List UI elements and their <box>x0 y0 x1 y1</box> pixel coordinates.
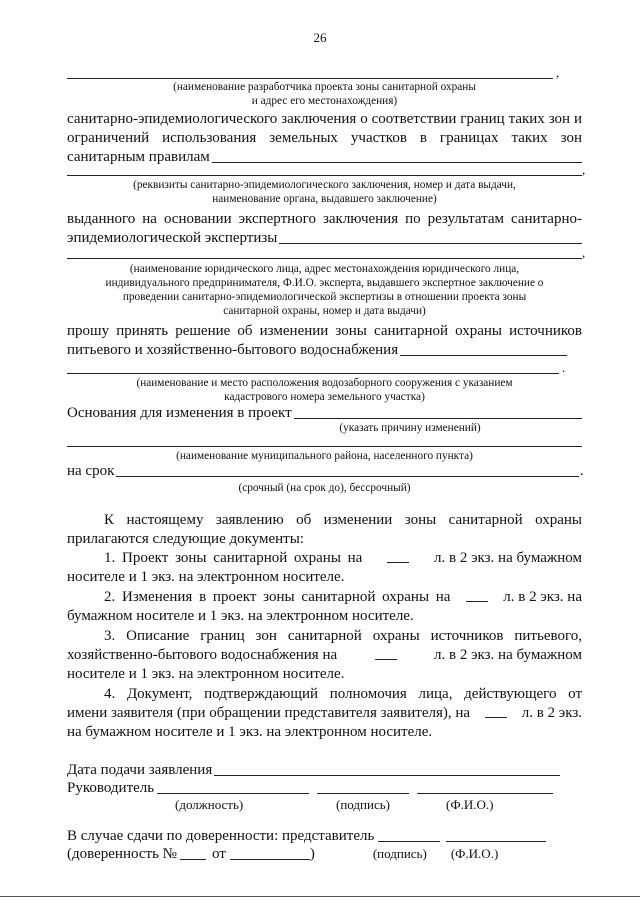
developer-field-line[interactable] <box>67 78 553 79</box>
intake-field-line[interactable] <box>67 373 559 374</box>
doc1-copies: л. в 2 экз. на бумажном <box>434 550 582 566</box>
doc2-label: 2. Изменения в проект зоны санитарной охраны на <box>104 589 451 605</box>
doc4-line-1: 4. Документ, подтверждающий полномочия лица, действующего от <box>104 686 582 702</box>
caption-intake-2: кадастрового номера земельного участка) <box>224 391 425 403</box>
doc4-copies: л. в 2 экз. <box>521 705 582 721</box>
term-field[interactable] <box>116 463 579 477</box>
water-supply-label: питьевого и хозяйственно-бытового водоснабжения <box>67 342 399 358</box>
expertise-label: эпидемиологической экспертизы <box>67 230 278 246</box>
proxy-close-paren: ) <box>309 846 315 862</box>
doc3-line-3: носителе и 1 экз. на электронном носителе. <box>67 666 345 682</box>
caption-reason: (указать причину изменений) <box>339 422 481 434</box>
request-line-2 <box>67 341 567 359</box>
proxy-fio-field[interactable] <box>446 828 546 842</box>
proxy-number-label: (доверенность № <box>67 846 177 862</box>
caption-legal-1: (наименование юридического лица, адрес местонахождения юридического лица, <box>129 263 520 275</box>
caption-developer-1: (наименование разработчика проекта зоны санитарной охраны <box>173 81 476 93</box>
date-label: Дата подачи заявления <box>67 762 213 778</box>
head-line <box>67 779 560 797</box>
proxy-from-label: от <box>211 846 226 862</box>
proxy-signature-field[interactable] <box>378 828 440 842</box>
proxy-signature-caption: (подпись) <box>372 846 427 861</box>
grounds-label: Основания для изменения в проект <box>67 405 292 421</box>
caption-fio: (Ф.И.О.) <box>446 797 494 812</box>
date-field[interactable] <box>214 762 560 776</box>
term-line <box>67 462 579 480</box>
comma-mark: , <box>582 245 586 260</box>
doc1-line-2: носителе и 1 экз. на электронном носителе. <box>67 569 345 585</box>
position-field[interactable] <box>157 780 309 794</box>
comma-mark: , <box>556 65 560 80</box>
caption-signature: (подпись) <box>336 797 390 812</box>
water-supply-field[interactable] <box>400 342 567 356</box>
doc4-line-3: на бумажном носителе и 1 экз. на электронном носителе. <box>67 724 433 740</box>
sanitary-rules-label: санитарным правилам <box>67 149 210 165</box>
legal-entity-field-line[interactable] <box>67 258 582 259</box>
doc2-line-1 <box>104 588 582 606</box>
caption-developer-2: и адрес его местонахождения) <box>251 95 398 107</box>
proxy-fio-caption: (Ф.И.О.) <box>450 846 499 861</box>
municipal-field-line[interactable] <box>67 446 582 447</box>
doc1-pages-field[interactable] <box>387 549 409 563</box>
doc1-label: 1. Проект зоны санитарной охраны на <box>104 550 363 566</box>
issued-line-1: выданного на основании экспертного заключения по результатам санитарно- <box>67 211 582 227</box>
proxy-line <box>67 827 567 845</box>
caption-legal-4: санитарной охраны, номер и дата выдачи) <box>223 305 426 317</box>
doc3-pages-field[interactable] <box>375 646 397 660</box>
caption-legal-2: индивидуального предпринимателя, Ф.И.О. эксперта, выдавшего экспертное заключение о <box>105 277 544 289</box>
head-label: Руководитель <box>67 780 155 796</box>
intro-line-2: прилагаются следующие документы: <box>67 531 304 547</box>
doc3-label: хозяйственно-бытового водоснабжения на <box>67 647 338 663</box>
doc3-line-1: 3. Описание границ зон санитарной охраны источников питьевого, <box>104 628 582 644</box>
fio-field[interactable] <box>417 780 553 794</box>
caption-term: (срочный (на срок до), бессрочный) <box>238 482 411 494</box>
period-mark: . <box>562 360 566 375</box>
proxy-date-field[interactable] <box>230 846 310 860</box>
caption-legal-3: проведении санитарно-эпидемиологической экспертизы в отношении проекта зоны <box>122 291 527 303</box>
sanitary-line-1: санитарно-эпидемиологического заключения о соответствии границ таких зон и <box>67 111 582 127</box>
doc2-line-2: бумажном носителе и 1 экз. на электронном носителе. <box>67 608 414 624</box>
period-mark: . <box>580 463 584 479</box>
grounds-line <box>67 404 582 422</box>
caption-intake-1: (наименование и место расположения водозаборного сооружения с указанием <box>136 377 513 389</box>
doc4-label: имени заявителя (при обращении представителя заявителя), на <box>67 705 471 721</box>
caption-municipal: (наименование муниципального района, населенного пункта) <box>176 450 473 462</box>
term-label: на срок <box>67 463 115 479</box>
request-line-1: прошу принять решение об изменении зоны санитарной охраны источников <box>67 323 582 339</box>
grounds-field[interactable] <box>294 405 582 419</box>
caption-requisites-2: наименование органа, выдавшего заключение) <box>212 193 437 205</box>
proxy-details-line <box>67 845 587 863</box>
page-number: 26 <box>313 30 327 45</box>
proxy-label: В случае сдачи по доверенности: представитель <box>67 828 375 844</box>
doc3-line-2 <box>67 646 582 664</box>
sanitary-line-2: ограничений использования земельных участков в границах таких зон <box>67 130 582 146</box>
doc4-pages-field[interactable] <box>485 704 507 718</box>
requisites-field-line[interactable] <box>67 175 582 176</box>
sanitary-line-3 <box>67 148 582 166</box>
date-line <box>67 761 560 779</box>
proxy-number-field[interactable] <box>180 846 206 860</box>
issued-line-2 <box>67 229 582 247</box>
signature-field[interactable] <box>317 780 409 794</box>
caption-position: (должность) <box>175 797 244 812</box>
doc2-pages-field[interactable] <box>466 588 488 602</box>
doc2-copies: л. в 2 экз. на <box>503 589 582 605</box>
caption-requisites-1: (реквизиты санитарно-эпидемиологического заключения, номер и дата выдачи, <box>133 179 516 191</box>
doc3-copies: л. в 2 экз. на бумажном <box>434 647 582 663</box>
doc4-line-2 <box>67 704 582 722</box>
comma-mark: , <box>582 162 586 177</box>
expertise-field[interactable] <box>279 230 582 244</box>
doc1-line-1 <box>104 549 582 567</box>
intro-line-1: К настоящему заявлению об изменении зоны санитарной охраны <box>104 512 582 528</box>
sanitary-rules-field[interactable] <box>212 149 582 163</box>
page-edge-line <box>0 896 640 897</box>
